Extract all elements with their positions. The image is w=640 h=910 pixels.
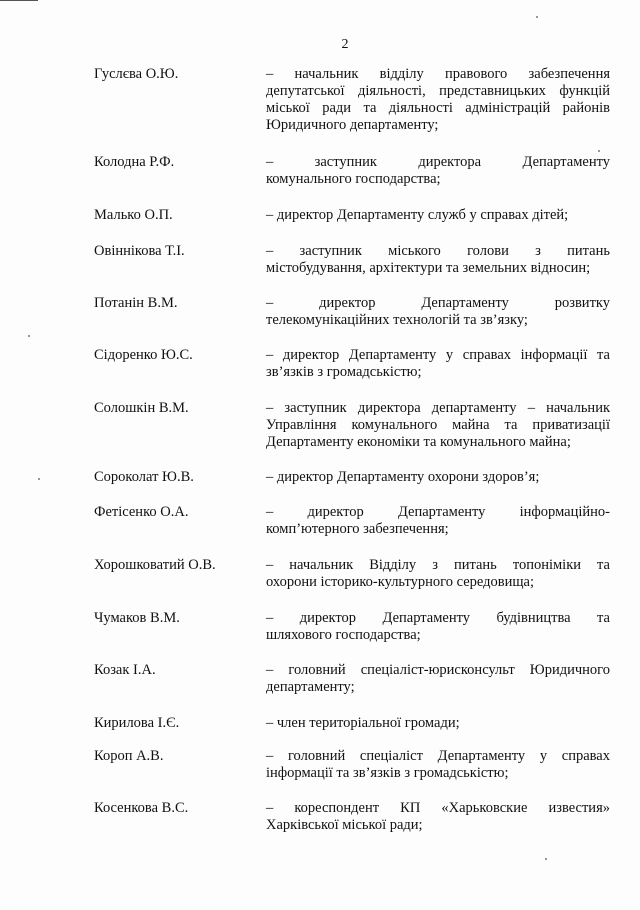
participant-name: Потанін В.М. [94, 295, 178, 311]
position-line: – заступник директора департаменту – начальник [266, 400, 610, 416]
position-line: комп’ютерного забезпечення; [266, 521, 449, 537]
participant-name: Солошкін В.М. [94, 400, 189, 416]
participant-position [266, 610, 610, 644]
position-line: шляхового господарства; [266, 627, 421, 643]
position-line: – начальник Відділу з питань топоніміки та [266, 557, 610, 573]
position-line: телекомунікаційних технологій та зв’язку; [266, 312, 528, 328]
position-line: – директор Департаменту розвитку [266, 295, 610, 311]
participant-position [266, 800, 610, 834]
position-line: містобудування, архітектури та земельних відносин; [266, 260, 591, 276]
position-line: міської ради та діяльності адміністрацій районів [266, 100, 610, 116]
participant-name: Козак І.А. [94, 662, 156, 678]
position-line: – директор Департаменту інформаційно- [266, 504, 610, 520]
participant-position [266, 243, 610, 277]
participant-name: Кирилова І.Є. [94, 715, 180, 731]
scan-speck [28, 335, 30, 337]
participant-name: Малько О.П. [94, 207, 173, 223]
participant-name: Гуслєва О.Ю. [94, 66, 179, 82]
position-line: – директор Департаменту у справах інформації та [266, 347, 610, 363]
participant-position [266, 715, 610, 732]
participant-name: Овіннікова Т.І. [94, 243, 185, 259]
position-line: Харківської міської ради; [266, 817, 423, 833]
participant-name: Сороколат Ю.В. [94, 469, 194, 485]
participant-name: Короп А.В. [94, 748, 164, 764]
scan-speck [545, 858, 547, 860]
position-line: – заступник міського голови з питань [266, 243, 610, 259]
position-line: – директор Департаменту будівництва та [266, 610, 610, 626]
position-line: Управління комунального майна та приватизації [266, 417, 610, 433]
participant-position [266, 748, 610, 782]
participant-position [266, 347, 610, 381]
scan-speck [536, 16, 538, 18]
position-line: інформації та зв’язків з громадськістю; [266, 765, 509, 781]
participant-position [266, 400, 610, 451]
participant-position [266, 504, 610, 538]
participant-name: Косенкова В.С. [94, 800, 189, 816]
participant-position [266, 66, 610, 134]
position-line: – головний спеціаліст-юрисконсульт Юридичного [266, 662, 610, 678]
position-line: департаменту; [266, 679, 355, 695]
participant-name: Сідоренко Ю.С. [94, 347, 193, 363]
participant-position [266, 154, 610, 188]
scan-speck [598, 150, 600, 152]
participant-position [266, 469, 610, 486]
position-line: – директор Департаменту охорони здоров’я; [266, 469, 540, 485]
position-line: Юридичного департаменту; [266, 117, 439, 133]
participant-position [266, 662, 610, 696]
position-line: – кореспондент КП «Харьковские известия» [266, 800, 610, 816]
participant-position [266, 207, 610, 224]
scan-speck [38, 478, 40, 480]
participant-position [266, 295, 610, 329]
position-line: комунального господарства; [266, 171, 441, 187]
page-number: 2 [341, 37, 349, 52]
position-line: – начальник відділу правового забезпечення [266, 66, 610, 82]
position-line: – головний спеціаліст Департаменту у справах [266, 748, 610, 764]
position-line: охорони історико-культурного середовища; [266, 574, 535, 590]
participant-name: Колодна Р.Ф. [94, 154, 175, 170]
position-line: – заступник директора Департаменту [266, 154, 610, 170]
position-line: Департаменту економіки та комунального майна; [266, 434, 571, 450]
participant-name: Чумаков В.М. [94, 610, 180, 626]
participant-name: Хорошковатий О.В. [94, 557, 216, 573]
participant-name: Фетісенко О.А. [94, 504, 189, 520]
position-line: зв’язків з громадськістю; [266, 364, 422, 380]
position-line: депутатської діяльності, представницьких функцій [266, 83, 610, 99]
position-line: – член територіальної громади; [266, 715, 460, 731]
scan-edge-mark [0, 0, 38, 1]
position-line: – директор Департаменту служб у справах дітей; [266, 207, 569, 223]
participant-position [266, 557, 610, 591]
